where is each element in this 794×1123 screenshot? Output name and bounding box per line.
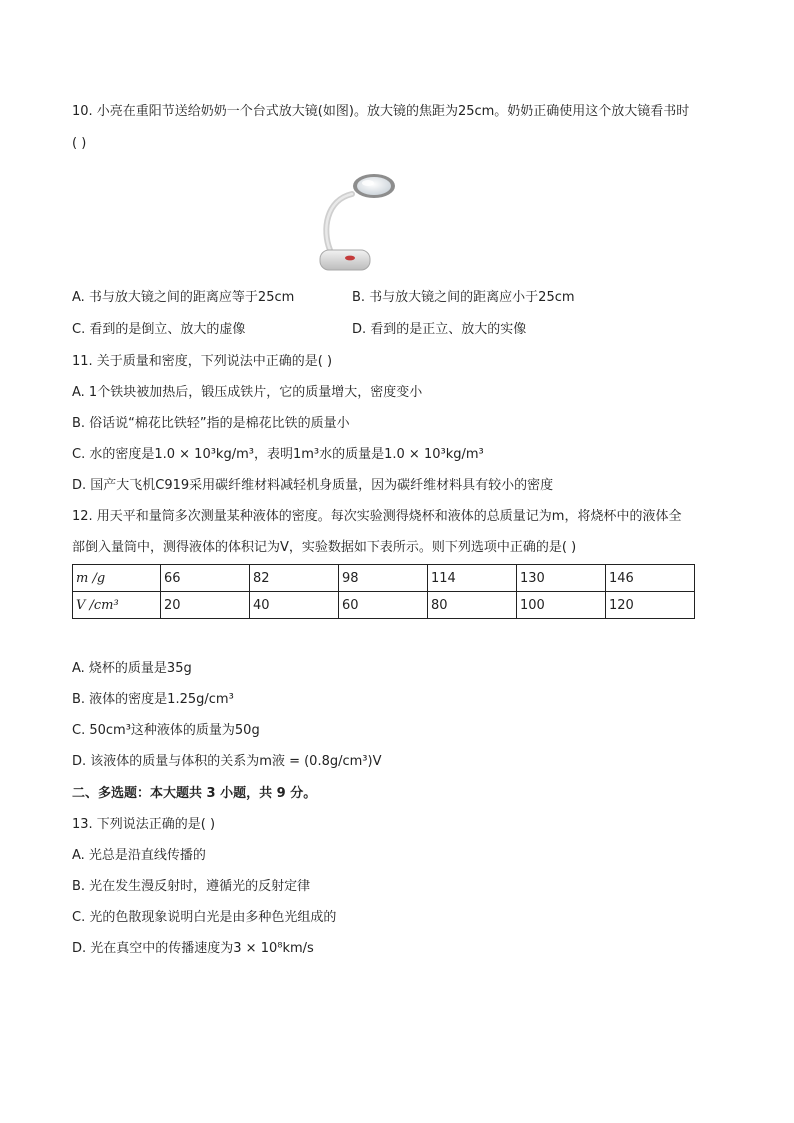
table-cell: 66 [161, 565, 250, 592]
q11-option-c: C. 水的密度是1.0 × 10³kg/m³，表明1m³水的质量是1.0 × 10³kg/m³ [72, 447, 484, 462]
q12-option-d: D. 该液体的质量与体积的关系为m液 = (0.8g/cm³)V [72, 754, 382, 769]
desk-magnifier-lamp-icon [312, 170, 400, 274]
q10-stem-line2: ( ) [72, 136, 87, 151]
table-cell: 20 [161, 592, 250, 619]
q13-option-c: C. 光的色散现象说明白光是由多种色光组成的 [72, 910, 337, 925]
q13-stem: 13. 下列说法正确的是( ) [72, 817, 216, 832]
table-cell: 130 [517, 565, 606, 592]
q11-stem: 11. 关于质量和密度，下列说法中正确的是( ) [72, 354, 333, 369]
table-cell: 120 [606, 592, 695, 619]
table-header-mass: m /g [73, 565, 161, 592]
table-cell: 40 [250, 592, 339, 619]
q13-option-a: A. 光总是沿直线传播的 [72, 848, 206, 863]
table-cell: 146 [606, 565, 695, 592]
table-row-volume [73, 592, 695, 619]
q10-option-a: A. 书与放大镜之间的距离应等于25cm [72, 290, 295, 305]
q12-data-table [72, 564, 695, 619]
section-heading-multiple-choice: 二、多选题：本大题共 3 小题，共 9 分。 [72, 786, 317, 801]
q12-stem-line1: 12. 用天平和量筒多次测量某种液体的密度。每次实验测得烧杯和液体的总质量记为m，将烧杯中的液体全 [72, 509, 682, 524]
q10-stem-line1: 10. 小亮在重阳节送给奶奶一个台式放大镜(如图)。放大镜的焦距为25cm。奶奶正确使用这个放大镜看书时 [72, 104, 690, 119]
q10-option-d: D. 看到的是正立、放大的实像 [352, 322, 527, 337]
table-cell: 114 [428, 565, 517, 592]
q12-option-c: C. 50cm³这种液体的质量为50g [72, 723, 260, 738]
q10-option-b: B. 书与放大镜之间的距离应小于25cm [352, 290, 575, 305]
table-cell: 80 [428, 592, 517, 619]
q12-option-a: A. 烧杯的质量是35g [72, 661, 192, 676]
table-header-volume: V /cm³ [73, 592, 161, 619]
q12-option-b: B. 液体的密度是1.25g/cm³ [72, 692, 234, 707]
table-row-mass [73, 565, 695, 592]
q11-option-d: D. 国产大飞机C919采用碳纤维材料减轻机身质量，因为碳纤维材料具有较小的密度 [72, 478, 554, 493]
q13-option-b: B. 光在发生漫反射时，遵循光的反射定律 [72, 879, 311, 894]
table-cell: 100 [517, 592, 606, 619]
table-cell: 98 [339, 565, 428, 592]
q12-stem-line2: 部倒入量筒中，测得液体的体积记为V，实验数据如下表所示。则下列选项中正确的是( ) [72, 540, 577, 555]
q13-option-d: D. 光在真空中的传播速度为3 × 10⁸km/s [72, 941, 314, 956]
q10-option-c: C. 看到的是倒立、放大的虚像 [72, 322, 246, 337]
table-cell: 82 [250, 565, 339, 592]
table-cell: 60 [339, 592, 428, 619]
q11-option-a: A. 1个铁块被加热后，锻压成铁片，它的质量增大，密度变小 [72, 385, 423, 400]
q11-option-b: B. 俗话说“棉花比铁轻”指的是棉花比铁的质量小 [72, 416, 350, 431]
